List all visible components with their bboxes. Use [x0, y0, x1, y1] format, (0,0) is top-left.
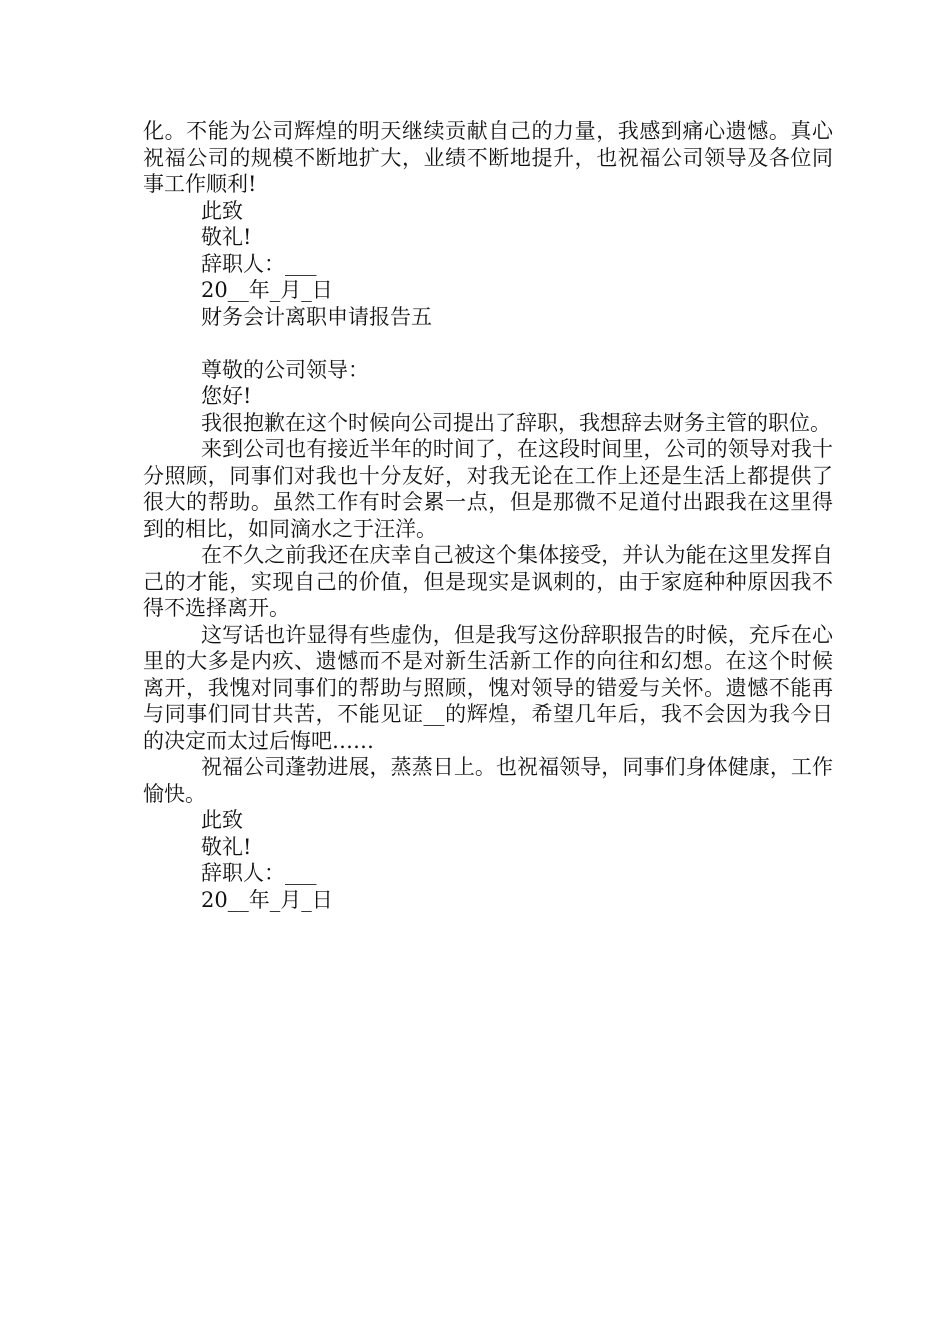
- body-paragraph: 这写话也许显得有些虚伪，但是我写这份辞职报告的时候，充斥在心里的大多是内疚、遗憾而不是对新生活新工作的向往和幻想。在这个时候离开，我愧对同事们的帮助与照顾，愧对领导的错爱与关怀。遗憾不能再与同事们同甘共苦，不能见证__的辉煌，希望几年后，我不会因为我今日的决定而太过后悔吧……: [143, 622, 833, 753]
- hello-line: 您好!: [201, 384, 252, 408]
- body-paragraph: 我很抱歉在这个时候向公司提出了辞职，我想辞去财务主管的职位。: [201, 410, 831, 435]
- salutation-line-1: 此致: [201, 198, 243, 223]
- body-paragraph: 在不久之前我还在庆幸自己被这个集体接受，并认为能在这里发挥自己的才能，实现自己的价值，但是现实是讽刺的，由于家庭种种原因我不得不选择离开。: [143, 543, 833, 620]
- section-heading: 财务会计离职申请报告五: [201, 304, 432, 329]
- salutation-line-2: 敬礼!: [201, 834, 252, 859]
- date-line: 20__年_月_日: [201, 887, 333, 912]
- body-paragraph: 来到公司也有接近半年的时间了，在这段时间里，公司的领导对我十分照顾，同事们对我也十分友好，对我无论在工作上还是生活上都提供了很大的帮助。虽然工作有时会累一点，但是那微不足道付出跟我在这里得到的相比，如同滴水之于汪洋。: [143, 437, 833, 541]
- blank-line: [143, 330, 833, 357]
- document-page: [143, 118, 833, 913]
- greeting-line: 尊敬的公司领导：: [201, 357, 369, 382]
- salutation-line-2: 敬礼!: [201, 225, 252, 249]
- closing-paragraph: 化。不能为公司辉煌的明天继续贡献自己的力量，我感到痛心遗憾。真心祝福公司的规模不断地扩大，业绩不断地提升，也祝福公司领导及各位同事工作顺利!: [143, 119, 833, 196]
- salutation-line-1: 此致: [201, 808, 243, 832]
- signer-line: 辞职人：___: [201, 251, 317, 276]
- date-line: 20__年_月_日: [201, 278, 333, 302]
- body-paragraph: 祝福公司蓬勃进展，蒸蒸日上。也祝福领导，同事们身体健康，工作愉快。: [143, 755, 833, 806]
- signer-line: 辞职人：___: [201, 861, 317, 885]
